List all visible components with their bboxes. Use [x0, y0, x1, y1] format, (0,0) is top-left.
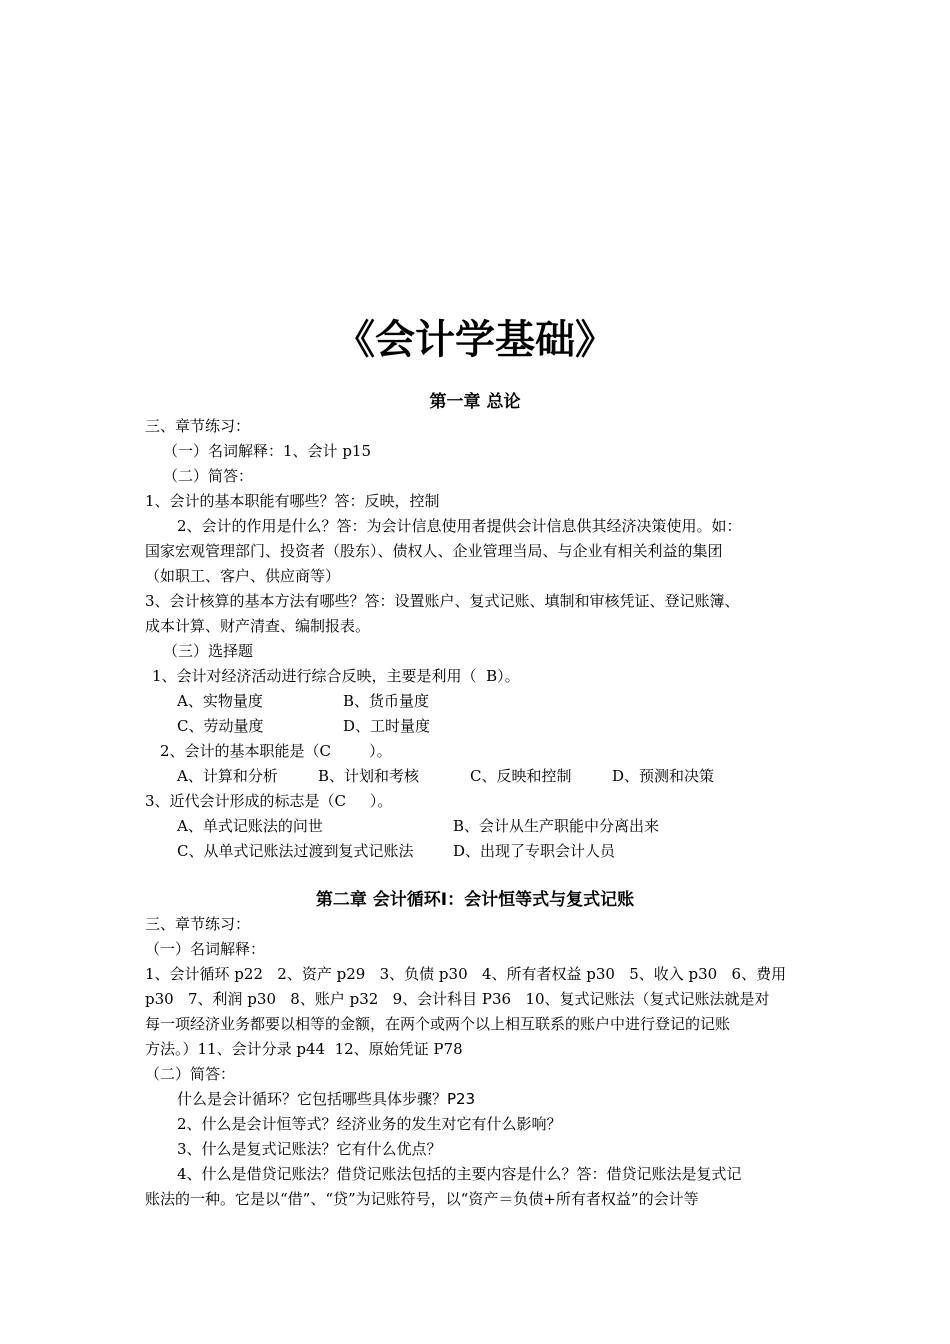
chapter-1-heading: 第一章 总论 — [429, 392, 521, 412]
ch1-question-2-line-2: 国家宏观管理部门、投资者（股东）、债权人、企业管理当局、与企业有相关利益的集团 — [145, 542, 723, 560]
ch1-mc2-option-b: B、计划和考核 — [318, 767, 420, 785]
ch2-question-1-page: P23 — [447, 1090, 476, 1108]
ch1-mc2-option-d: D、预测和决策 — [612, 767, 715, 785]
ch2-question-1-text: 什么是会计循环？它包括哪些具体步骤？ — [177, 1090, 448, 1108]
ch2-question-4-line-1: 4、什么是借贷记账法？借贷记账法包括的主要内容是什么？答：借贷记账法是复式记 — [177, 1165, 742, 1183]
ch1-multiple-choice-label: （三）选择题 — [163, 642, 254, 660]
ch1-mc2-option-c: C、反映和控制 — [470, 767, 572, 785]
ch1-mc1-option-b: B、货币量度 — [343, 692, 430, 710]
ch1-mc-question-3: 3、近代会计形成的标志是（C ）。 — [145, 792, 393, 810]
document-title: 《会计学基础》 — [335, 317, 615, 363]
ch1-mc3-option-c: C、从单式记账法过渡到复式记账法 — [177, 842, 414, 860]
ch2-definitions-line-1: 1、会计循环 p22 2、资产 p29 3、负债 p30 4、所有者权益 p30 5、收入 p30 6、费用 — [145, 965, 787, 983]
ch2-definitions-line-2: p30 7、利润 p30 8、账户 p32 9、会计科目 P36 10、复式记账法（复式记账法就是对 — [145, 990, 770, 1008]
ch2-question-2: 2、什么是会计恒等式？经济业务的发生对它有什么影响？ — [177, 1115, 562, 1133]
ch1-mc3-option-b: B、会计从生产职能中分离出来 — [453, 817, 660, 835]
ch2-definitions-label: （一）名词解释： — [145, 940, 266, 958]
ch1-question-2-line-1: 2、会计的作用是什么？答：为会计信息使用者提供会计信息供其经济决策使用。如： — [177, 517, 742, 535]
ch1-mc-question-2: 2、会计的基本职能是（C ）。 — [160, 742, 392, 760]
ch2-definitions-line-3: 每一项经济业务都要以相等的金额，在两个或两个以上相互联系的账户中进行登记的记账 — [145, 1015, 731, 1033]
ch1-short-answer-label: （二）简答： — [163, 467, 254, 485]
ch1-question-2-line-3: （如职工、客户、供应商等） — [145, 567, 341, 585]
ch1-question-1: 1、会计的基本职能有哪些？答：反映，控制 — [145, 492, 440, 510]
ch1-mc1-option-d: D、工时量度 — [343, 717, 431, 735]
ch1-mc1-option-a: A、实物量度 — [177, 692, 263, 710]
ch1-mc1-option-c: C、劳动量度 — [177, 717, 264, 735]
ch1-section-label: 三、章节练习： — [145, 417, 251, 435]
ch2-definitions-line-4: 方法。）11、会计分录 p44 12、原始凭证 P78 — [145, 1040, 463, 1058]
ch1-question-3-line-1: 3、会计核算的基本方法有哪些？答：设置账户、复式记账、填制和审核凭证、登记账簿、 — [145, 592, 740, 610]
chapter-2-heading: 第二章 会计循环Ⅰ：会计恒等式与复式记账 — [315, 890, 635, 910]
ch1-mc2-option-a: A、计算和分析 — [177, 767, 278, 785]
ch2-question-1 — [177, 1088, 475, 1110]
ch1-mc3-option-a: A、单式记账法的问世 — [177, 817, 323, 835]
ch1-mc-question-1: 1、会计对经济活动进行综合反映，主要是利用（ B）。 — [152, 667, 520, 685]
ch2-question-3: 3、什么是复式记账法？它有什么优点？ — [177, 1140, 442, 1158]
ch1-mc3-option-d: D、出现了专职会计人员 — [453, 842, 616, 860]
ch2-section-label: 三、章节练习： — [145, 915, 251, 933]
ch1-question-3-line-2: 成本计算、财产清查、编制报表。 — [145, 617, 371, 635]
ch2-question-4-line-2: 账法的一种。它是以“借”、“贷”为记账符号，以“资产＝负债+所有者权益”的会计等 — [145, 1190, 699, 1208]
ch2-short-answer-label: （二）简答： — [145, 1065, 236, 1083]
ch1-definitions: （一）名词解释：1、会计 p15 — [163, 442, 372, 460]
